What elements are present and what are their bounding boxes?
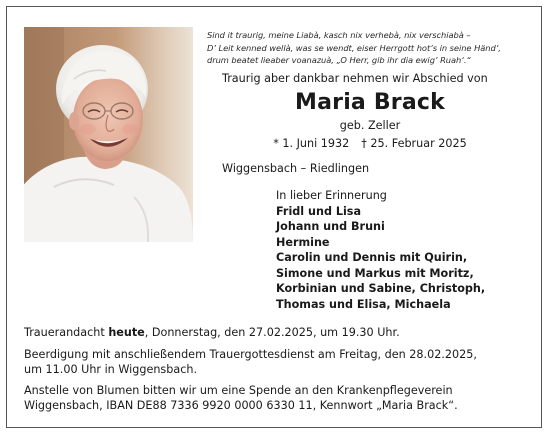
poem-line: drum beatet lieaber voanazuà, „O Herr, gib ihr dia ewig’ Ruah‘.“ xyxy=(207,55,471,66)
survivor-entry: Hermine xyxy=(276,235,330,249)
deceased-name: Maria Brack xyxy=(295,90,445,115)
donation-line: Wiggensbach, IBAN DE88 7336 9920 0000 6330 11, Kennwort „Maria Brack“. xyxy=(24,399,458,412)
burial-line: um 11.00 Uhr in Wiggensbach. xyxy=(24,363,198,376)
survivors-lead: In lieber Erinnerung xyxy=(276,189,387,202)
service-today: heute xyxy=(108,326,145,339)
service-prefix: Trauerandacht xyxy=(24,326,109,339)
service-details: , Donnerstag, den 27.02.2025, um 19.30 Uhr. xyxy=(144,326,400,339)
donation-notice xyxy=(24,383,458,413)
burial-notice xyxy=(24,347,477,377)
survivor-entry: Korbinian und Sabine, Christoph, xyxy=(276,282,486,295)
poem-line: Sind it traurig, meine Liabà, kasch nix verhebà, nix verschiabà – xyxy=(207,30,471,40)
survivors-list xyxy=(276,188,485,312)
survivor-entry: Fridl und Lisa xyxy=(276,204,362,218)
maiden-name: geb. Zeller xyxy=(339,119,401,132)
service-notice xyxy=(24,325,400,340)
survivor-entry: Carolin und Dennis mit Quirin, xyxy=(276,251,468,264)
burial-line: Beerdigung mit anschließendem Trauergottesdienst am Freitag, den 28.02.2025, xyxy=(24,348,477,361)
life-dates xyxy=(222,137,518,150)
survivor-entry: Thomas und Elisa, Michaela xyxy=(276,297,451,311)
donation-line: Anstelle von Blumen bitten wir um eine Spende an den Krankenpflegeverein xyxy=(24,384,453,397)
birth-date: * 1. Juni 1932 xyxy=(273,137,350,150)
death-date: † 25. Februar 2025 xyxy=(361,137,467,150)
intro-text: Traurig aber dankbar nehmen wir Abschied von xyxy=(222,72,488,85)
places: Wiggensbach – Riedlingen xyxy=(222,162,370,175)
poem-line: D’ Leit kenned wellà, was se wendt, eiser Herrgott hot’s in seine Händ’, xyxy=(207,42,501,53)
survivor-entry: Johann und Bruni xyxy=(276,220,385,233)
portrait-photo xyxy=(24,27,193,242)
survivor-entry: Simone und Markus mit Moritz, xyxy=(276,266,474,280)
poem-verse xyxy=(207,29,532,67)
